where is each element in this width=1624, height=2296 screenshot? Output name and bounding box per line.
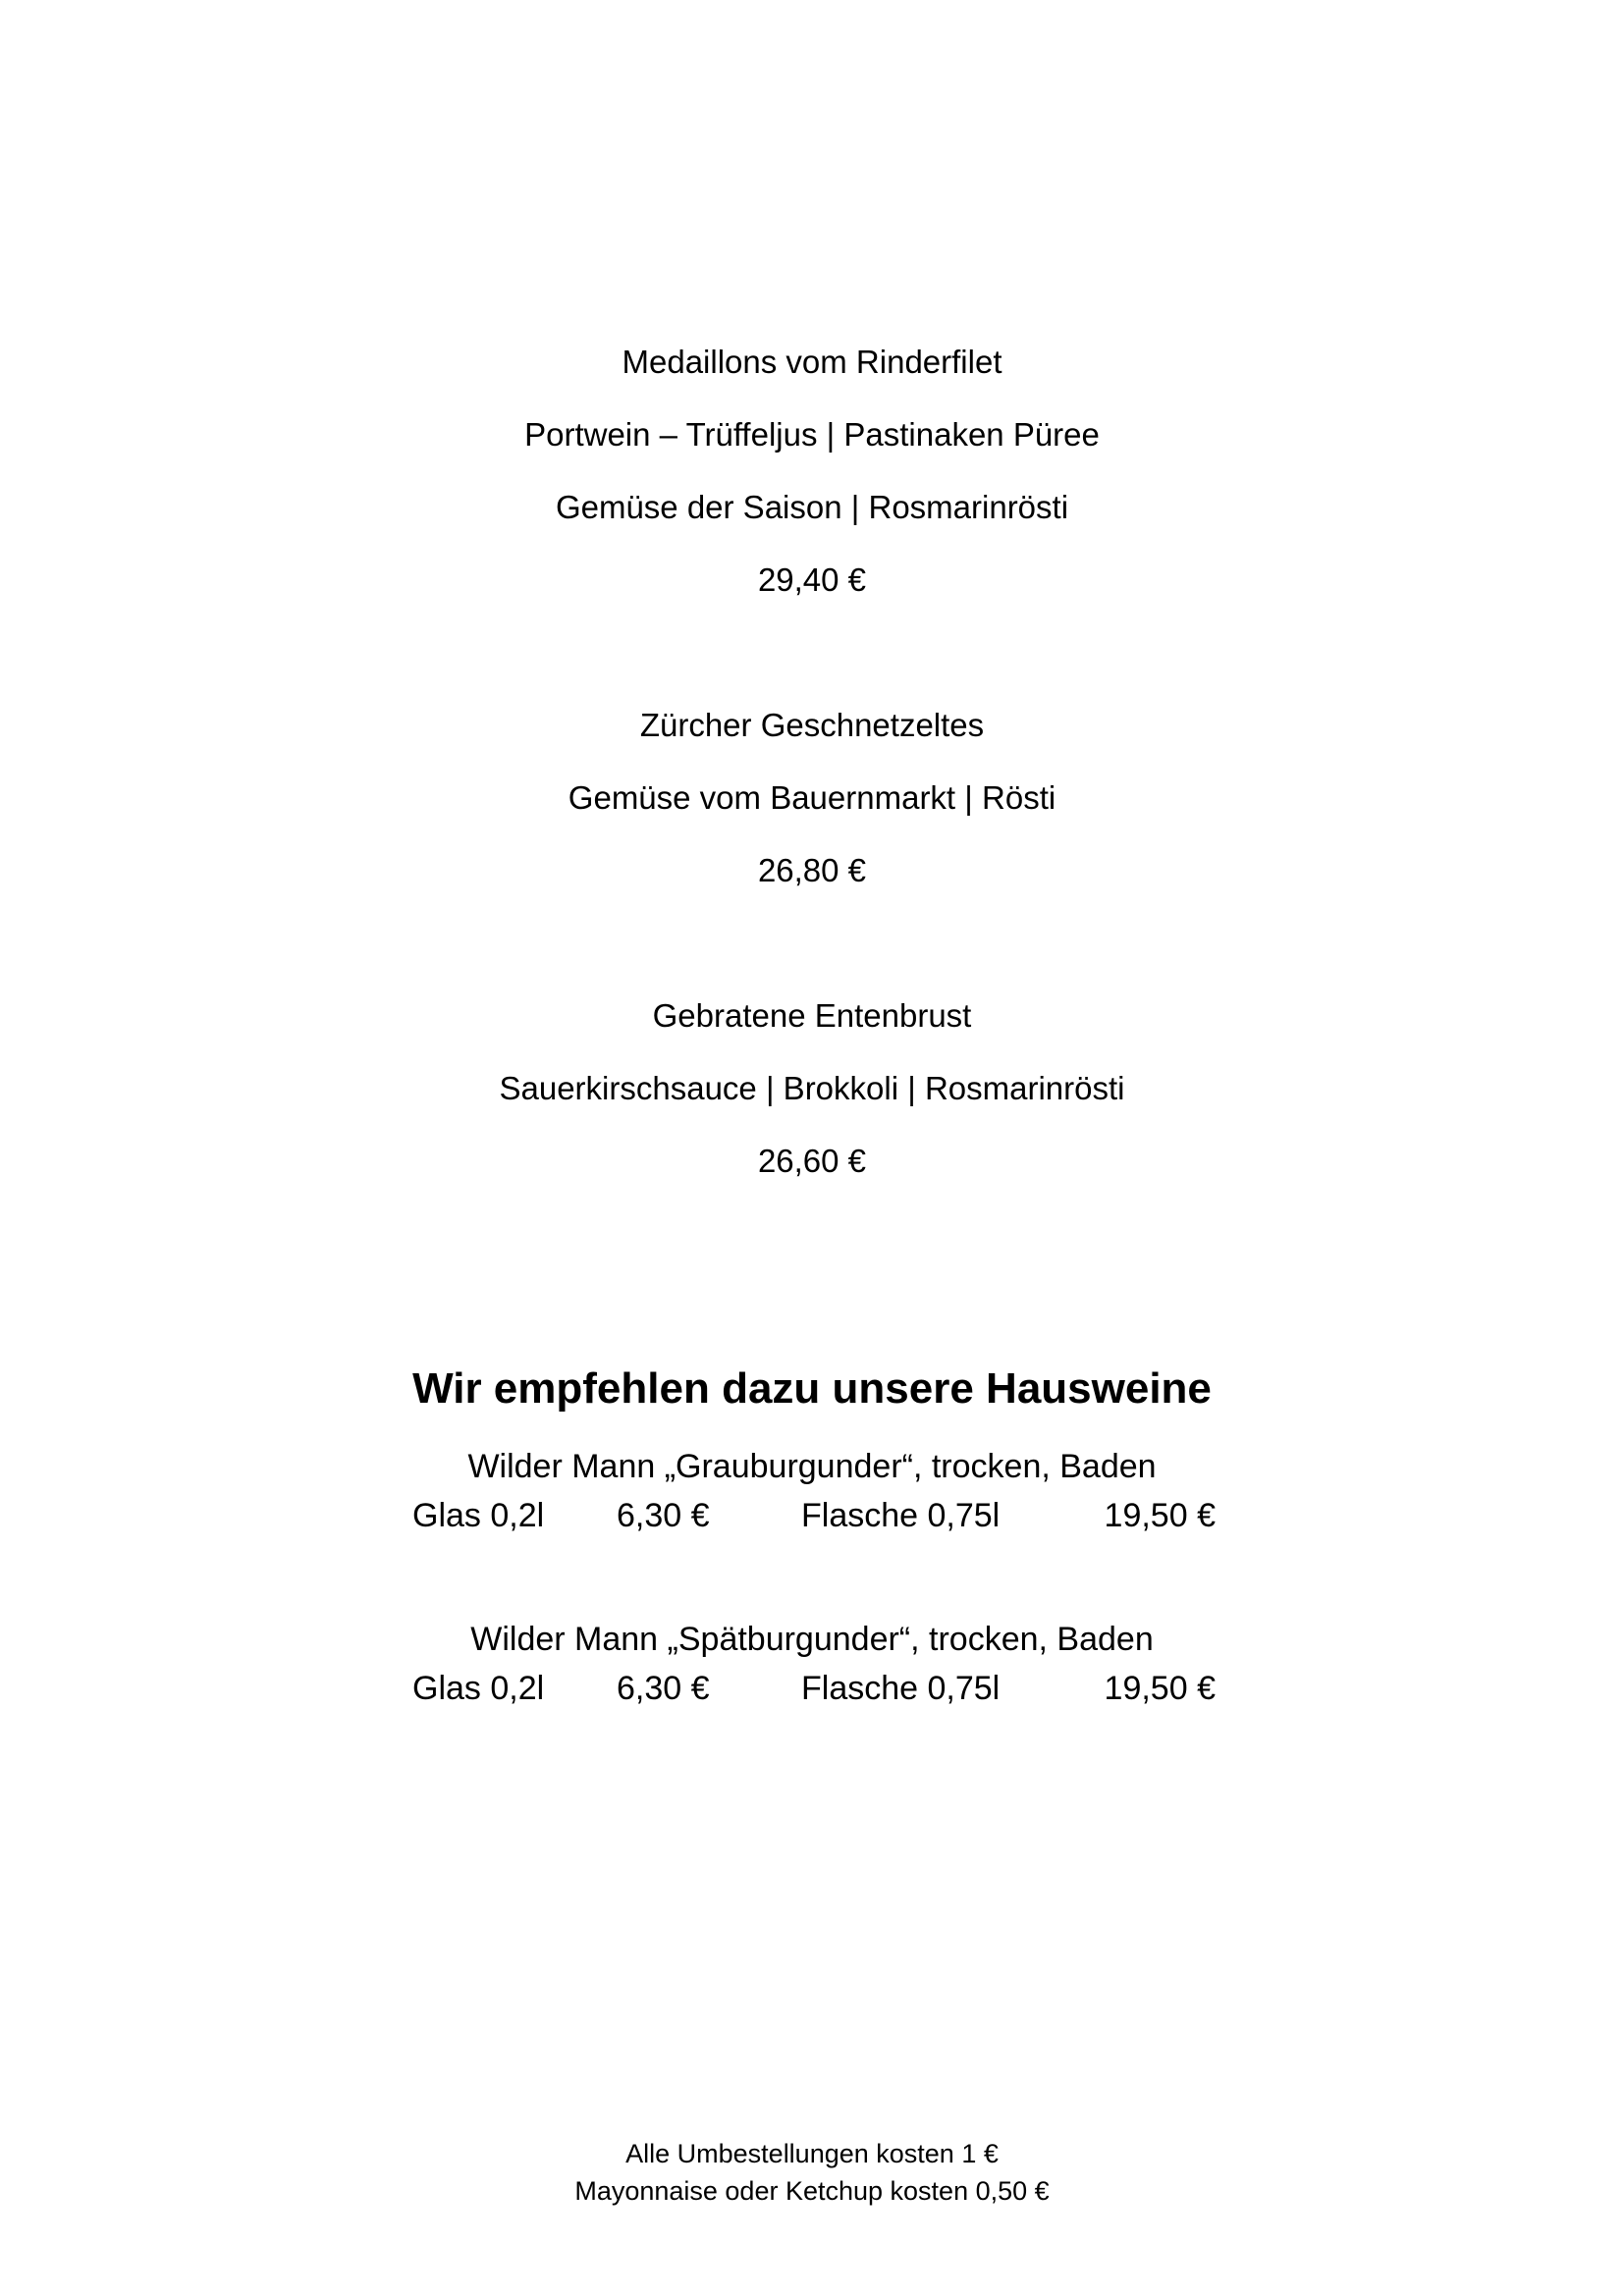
dish-entenbrust [0,996,1624,1181]
wine-name: Wilder Mann „Grauburgunder“, trocken, Baden [467,1448,1157,1485]
dish-name: Medaillons vom Rinderfilet [622,344,1002,380]
wine-name: Wilder Mann „Spätburgunder“, trocken, Baden [470,1621,1154,1658]
wine-prices [0,1496,1624,1535]
wine-spaetburgunder [0,1620,1624,1708]
footer-notes [0,2135,1624,2210]
dish-name: Zürcher Geschnetzeltes [639,707,985,743]
dish-geschnetzeltes [0,706,1624,890]
bottle-label: Flasche 0,75l [801,1670,1001,1707]
bottle-price: 19,50 € [1104,1497,1216,1534]
wine-grauburgunder [0,1447,1624,1535]
wine-section [0,1362,1624,1415]
dish-price: 26,60 € [757,1143,867,1179]
dish-sides: Portwein – Trüffeljus | Pastinaken Püree [524,416,1100,453]
dish-price: 29,40 € [757,561,867,598]
wine-heading: Wir empfehlen dazu unsere Hausweine [412,1364,1212,1413]
bottle-label: Flasche 0,75l [801,1497,1001,1534]
glass-price: 6,30 € [617,1670,710,1707]
glass-price: 6,30 € [617,1497,710,1534]
dish-sides: Gemüse der Saison | Rosmarinrösti [555,489,1069,525]
wine-prices [0,1669,1624,1708]
dish-name: Gebratene Entenbrust [652,997,972,1034]
glass-label: Glas 0,2l [412,1670,545,1707]
dish-sides: Gemüse vom Bauernmarkt | Rösti [568,779,1056,816]
dish-medaillons [0,343,1624,600]
dish-price: 26,80 € [757,852,867,888]
glass-label: Glas 0,2l [412,1497,545,1534]
footer-line: Mayonnaise oder Ketchup kosten 0,50 € [574,2176,1050,2206]
bottle-price: 19,50 € [1104,1670,1216,1707]
dish-sides: Sauerkirschsauce | Brokkoli | Rosmarinrösti [499,1070,1125,1106]
footer-line: Alle Umbestellungen kosten 1 € [625,2139,999,2168]
